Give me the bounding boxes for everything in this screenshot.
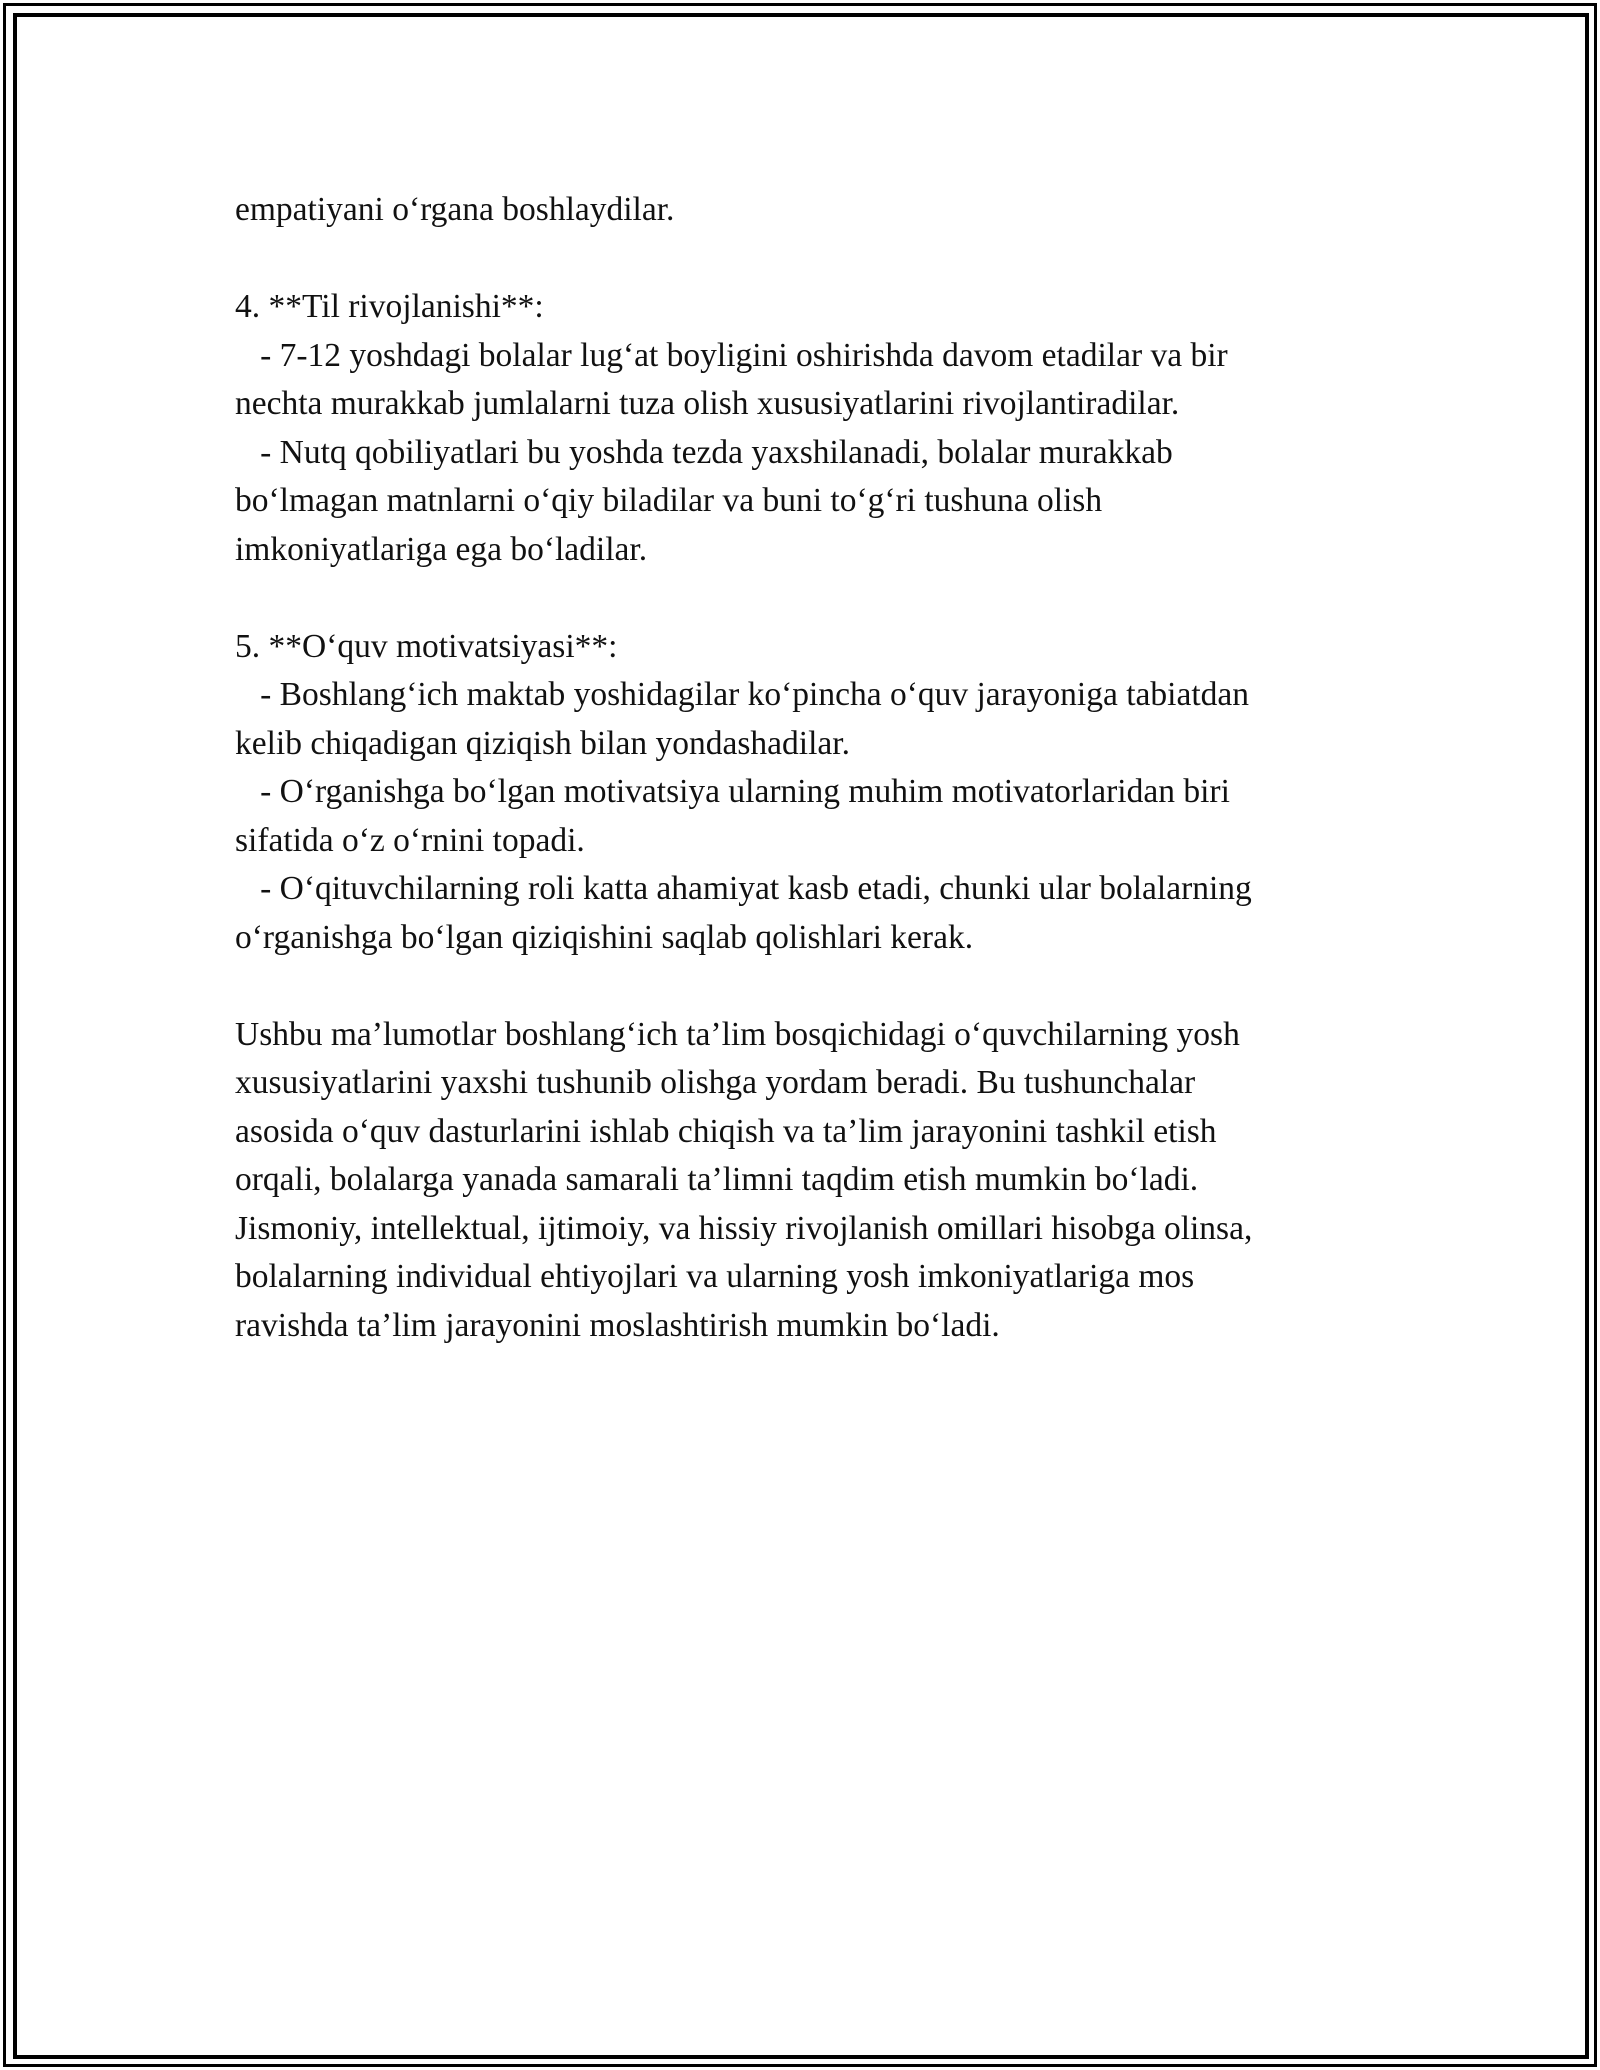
section-5-line: - O‘rganishga bo‘lgan motivatsiya ularning muhim motivatorlaridan biri [235,773,1230,810]
section-4-line: - Nutq qobiliyatlari bu yoshda tezda yaxshilanadi, bolalar murakkab [235,433,1173,471]
section-5-line: sifatida o‘z o‘rnini topadi. [235,821,585,859]
section-4-line: imkoniyatlariga ega bo‘ladilar. [235,530,648,568]
conclusion-line: asosida o‘quv dasturlarini ishlab chiqish va ta’lim jarayonini tashkil etish [235,1112,1217,1150]
conclusion-line: orqali, bolalarga yanada samarali ta’limni taqdim etish mumkin bo‘ladi. [235,1161,1199,1198]
section-5-line: kelib chiqadigan qiziqish bilan yondashadilar. [235,724,850,762]
conclusion-line: Jismoniy, intellektual, ijtimoiy, va hissiy rivojlanish omillari hisobga olinsa, [235,1209,1253,1247]
section-5-heading: 5. **O‘quv motivatsiyasi**: [235,627,618,665]
paragraph-spacer [235,962,1365,1011]
paragraph-spacer [235,235,1365,284]
conclusion-line: ravishda ta’lim jarayonini moslashtirish mumkin bo‘ladi. [235,1306,1000,1344]
paragraph-spacer [235,574,1365,623]
conclusion-line: bolalarning individual ehtiyojlari va ularning yosh imkoniyatlariga mos [235,1258,1195,1295]
section-4-line: bo‘lmagan matnlarni o‘qiy biladilar va buni to‘g‘ri tushuna olish [235,482,1103,519]
section-4-line: nechta murakkab jumlalarni tuza olish xususiyatlarini rivojlantiradilar. [235,385,1180,422]
document-body [235,186,1365,1350]
section-4-line: - 7-12 yoshdagi bolalar lug‘at boyligini oshirishda davom etadilar va bir [235,336,1228,374]
conclusion-line: xususiyatlarini yaxshi tushunib olishga yordam beradi. Bu tushunchalar [235,1064,1196,1101]
section-5-line: - O‘qituvchilarning roli katta ahamiyat kasb etadi, chunki ular bolalarning [235,870,1252,907]
section-5-line: o‘rganishga bo‘lgan qiziqishini saqlab qolishlari kerak. [235,918,974,956]
section-4-heading: 4. **Til rivojlanishi**: [235,288,544,325]
intro-line: empatiyani o‘rgana boshlaydilar. [235,191,675,228]
section-5-line: - Boshlang‘ich maktab yoshidagilar ko‘pincha o‘quv jarayoniga tabiatdan [235,676,1250,713]
conclusion-line: Ushbu ma’lumotlar boshlang‘ich ta’lim bosqichidagi o‘quvchilarning yosh [235,1015,1240,1053]
